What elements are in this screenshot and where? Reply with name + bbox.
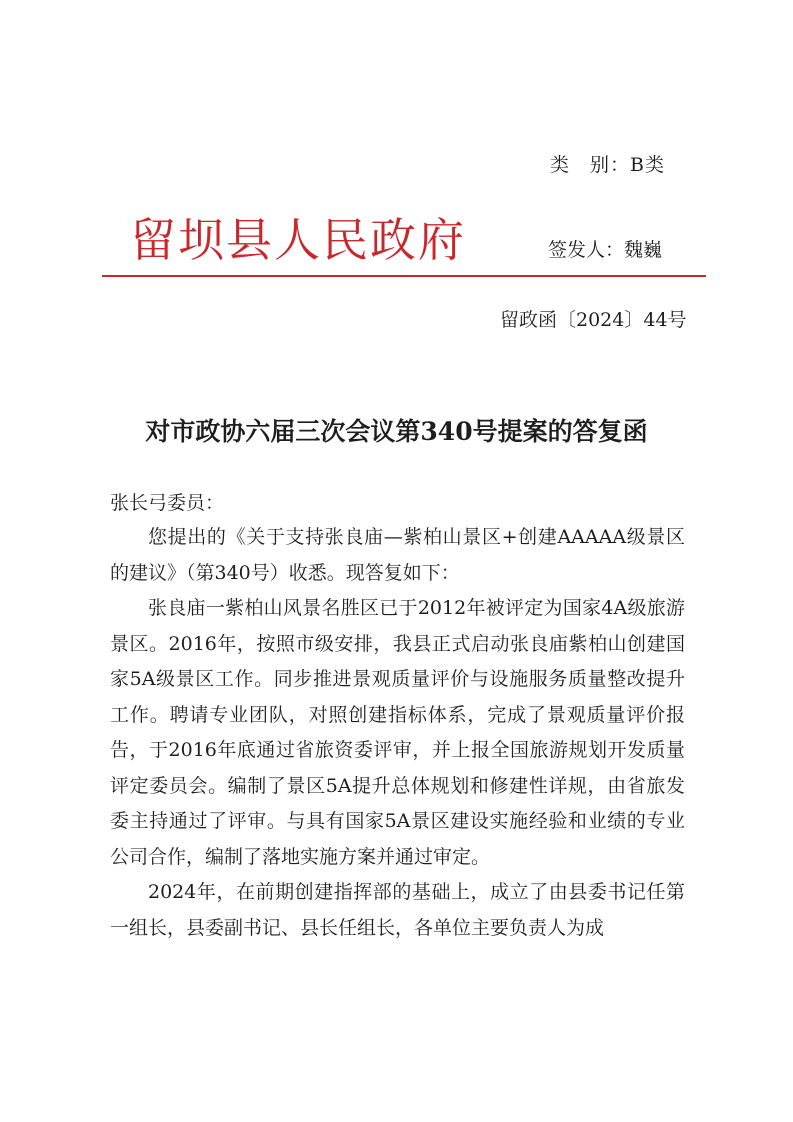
document-category: 类 别：B类 [550, 154, 665, 176]
signer-label: 签发人：魏巍 [548, 239, 663, 261]
issuing-organization-title: 留坝县人民政府 [130, 213, 466, 267]
red-header-divider [102, 275, 706, 277]
document-number: 留政函〔2024〕44号 [500, 309, 687, 331]
body-paragraph: 张良庙一紫柏山风景名胜区已于2012年被评定为国家4A级旅游景区。2016年，按照市级安排，我县正式启动张良庙紫柏山创建国家5A级景区工作。同步推进景观质量评价与设施服务质量整改提升工作。聘请专业团队，对照创建指标体系，完成了景观质量评价报告，于2016年底通过省旅资委评审，并上报全国旅游规划开发质量评定委员会。编制了景区5A提升总体规划和修建性详规，由省旅发委主持通过了评审。与具有国家5A景区建设实施经验和业绩的专业公司合作，编制了落地实施方案并通过审定。 [110, 597, 685, 868]
document-body [110, 520, 685, 946]
salutation: 张长弓委员： [110, 492, 225, 514]
document-title: 对市政协六届三次会议第340号提案的答复函 [145, 417, 648, 446]
body-paragraph: 2024年，在前期创建指挥部的基础上，成立了由县委书记任第一组长，县委副书记、县长任组长，各单位主要负责人为成 [110, 881, 685, 939]
body-paragraph: 您提出的《关于支持张良庙—紫柏山景区+创建AAAAA级景区的建议》（第340号）收悉。现答复如下： [110, 526, 685, 584]
